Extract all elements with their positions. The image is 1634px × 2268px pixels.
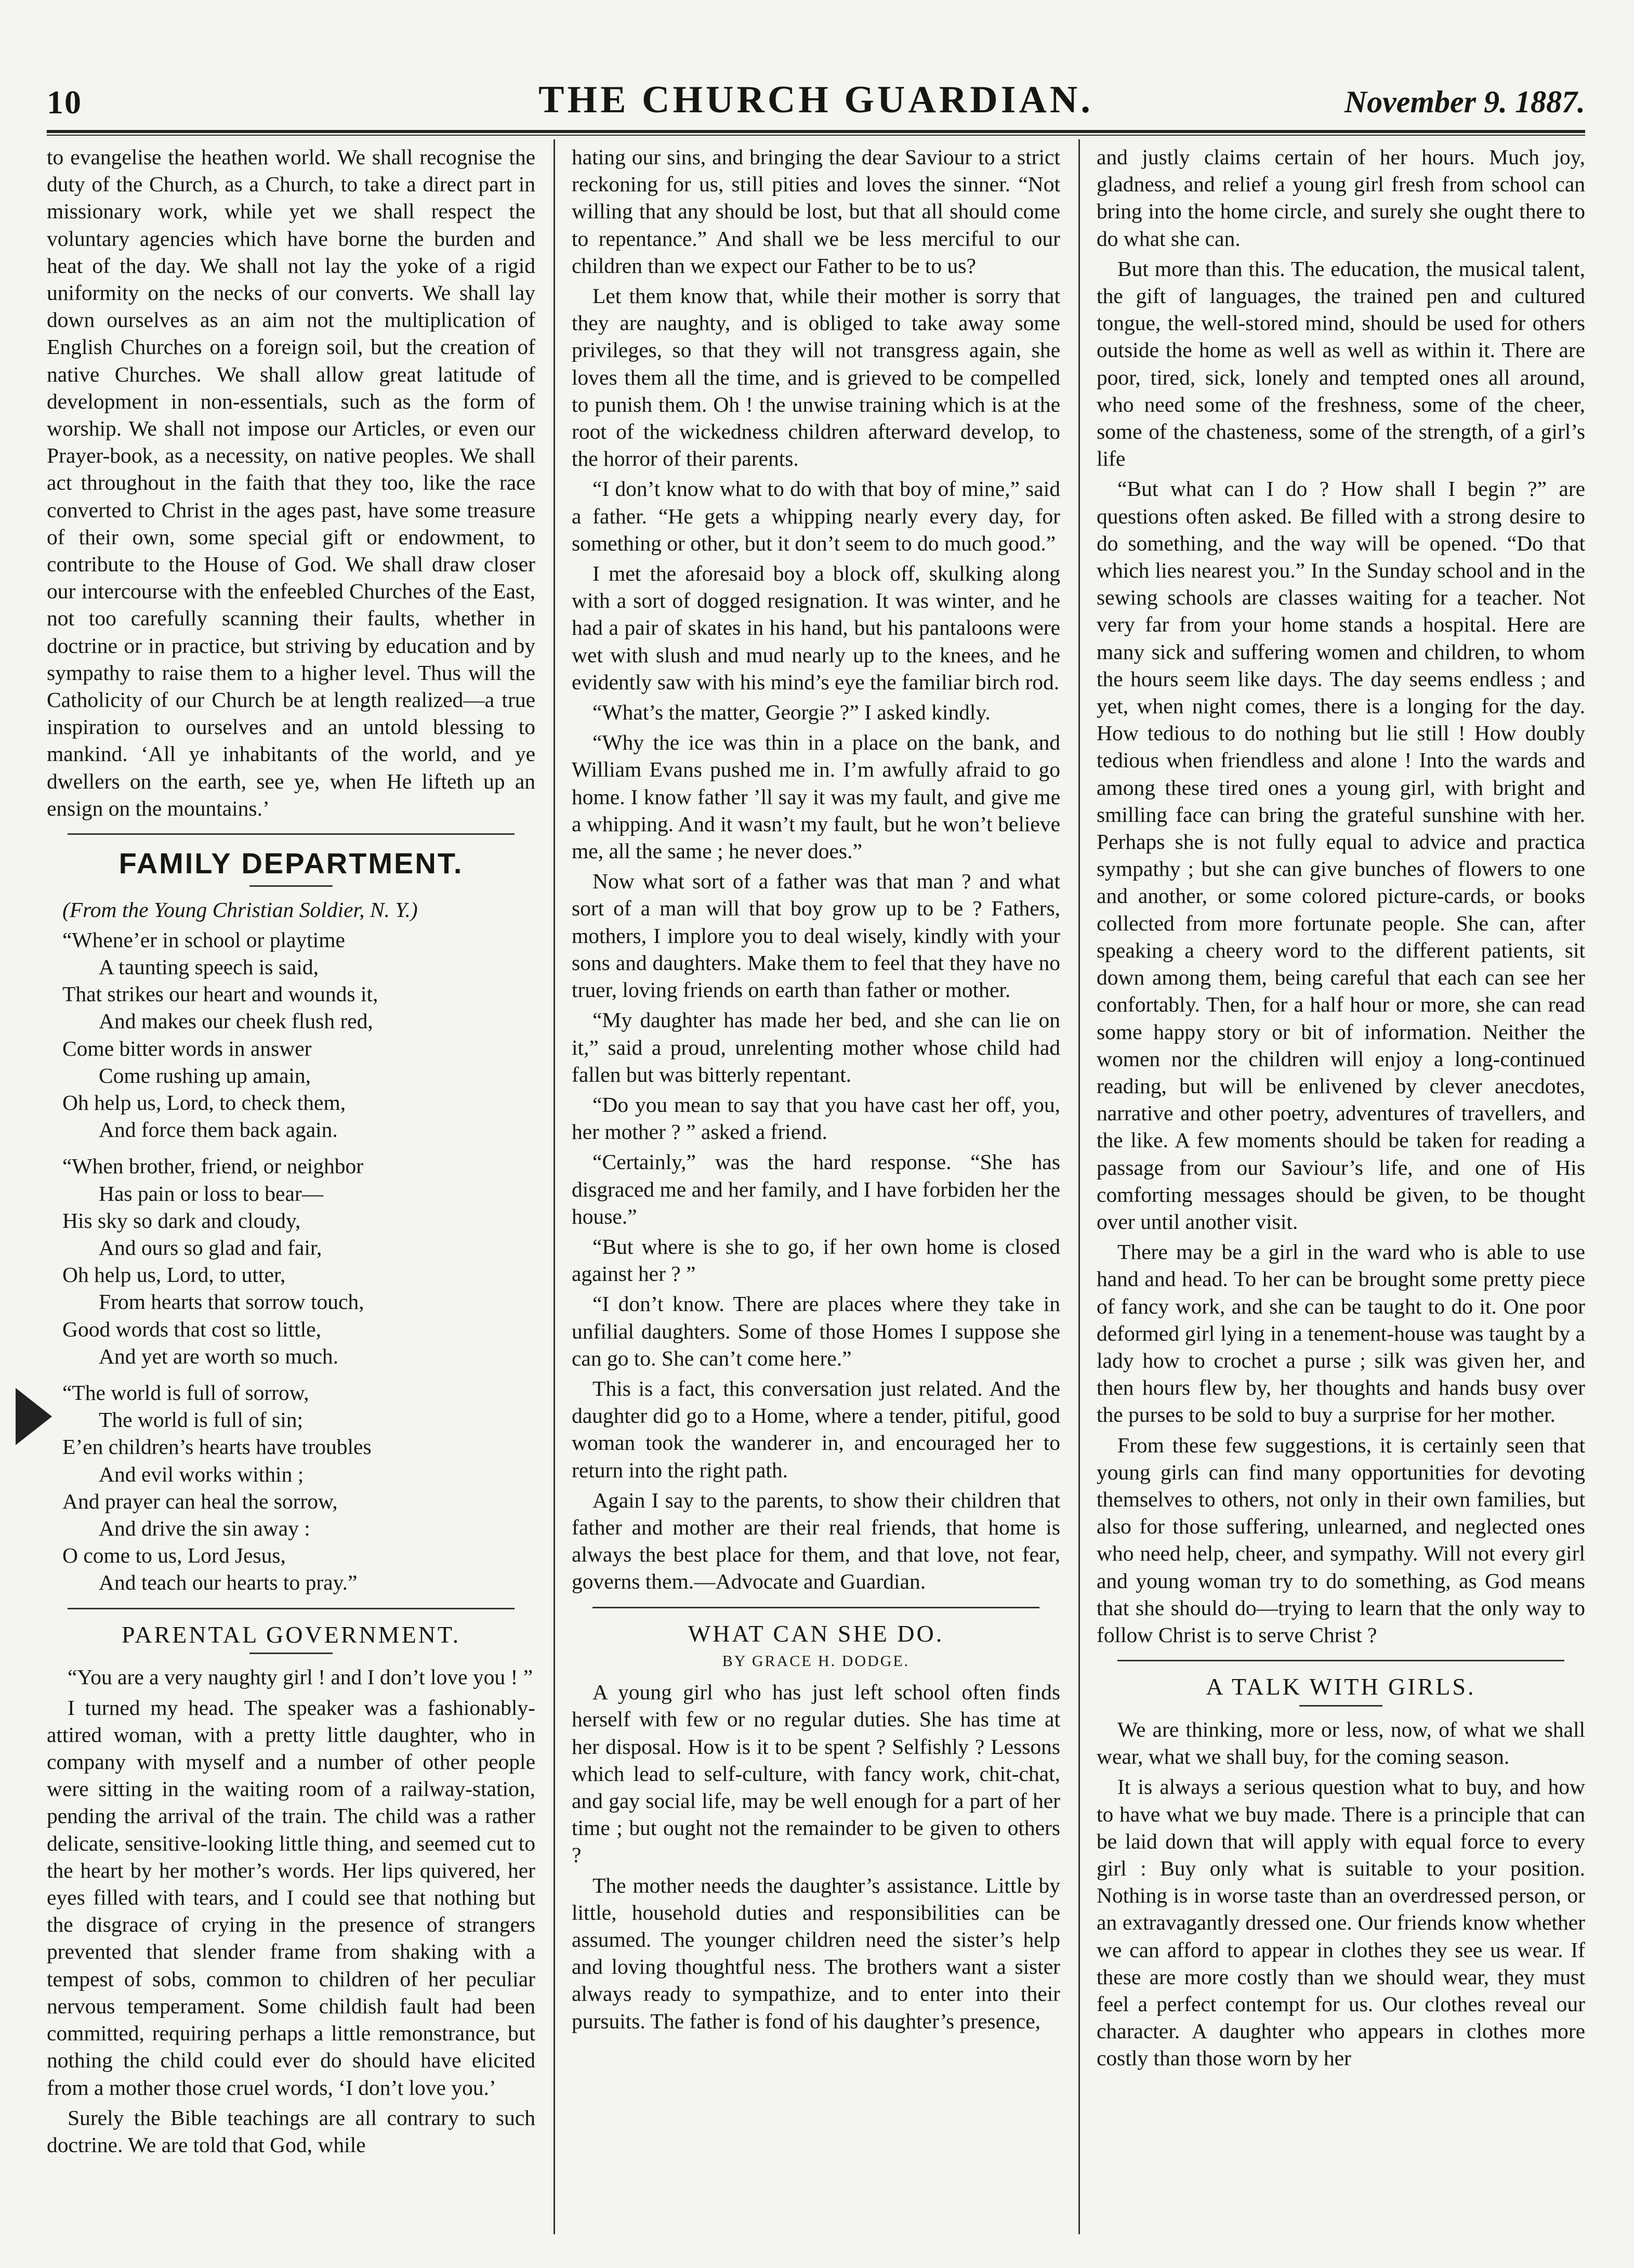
paragraph: There may be a girl in the ward who is able to use hand and head. To her can be brought some pretty piece of fancy work, and she can be taught to do it. One poor deformed girl lying in a tenement-house was taught by a lady how to crochet a purse ; silk was given her, and then hours flew by, her thoughts and hands busy over the purses to be sold to buy a surprise for her mother. — [1097, 1240, 1585, 1427]
verse-line: Good words that cost so little, — [62, 1317, 321, 1341]
paragraph: Now what sort of a father was that man ? and what sort of a man will that boy grow up to be ? Fathers, mothers, I implore you to deal wisely, kindly with your sons and daughters. Make them to feel that they have no truer, loving friends on earth than father or mother. — [572, 869, 1060, 1002]
verse-line: The world is full of sin; — [99, 1408, 304, 1432]
verse-line: “When brother, friend, or neighbor — [62, 1154, 364, 1178]
paragraph: But more than this. The education, the musical talent, the gift of languages, the trained pen and cultured tongue, the well-stored mind, should be used for others outside the home as well as well as within it. There are poor, tired, sick, lonely and tempted ones all around, who need some of the freshness, some of the cheer, some of the chasteness, some of the strength, of a girl’s life — [1097, 256, 1585, 471]
verse-line: And drive the sin away : — [99, 1516, 310, 1540]
paragraph: Let them know that, while their mother is sorry that they are naughty, and is obliged to take away some privileges, so that they will not transgress again, she loves them all the time, and is grieved to be compelled to punish them. Oh ! the unwise training which is at the root of the wickedness children afterward develop, to the horror of their parents. — [572, 284, 1060, 471]
paragraph: From these few suggestions, it is certainly seen that young girls can find many opportunities for devoting themselves to others, not only in their own families, but also for those suffering, unlearned, and neglected ones who need help, cheer, and sympathy. Will not every girl and young woman try to do something, as God means that she should do—trying to learn that the only way to follow Christ is to serve Christ ? — [1097, 1433, 1585, 1647]
verse-line: “The world is full of sorrow, — [62, 1380, 309, 1405]
section-title-parental-government: PARENTAL GOVERNMENT. — [121, 1621, 461, 1648]
verse-line: And force them back again. — [99, 1118, 338, 1142]
verse-line: And evil works within ; — [99, 1462, 304, 1486]
section-title-family-department: FAMILY DEPARTMENT. — [118, 847, 464, 880]
verse-line: Come rushing up amain, — [99, 1063, 311, 1087]
verse-line: And prayer can heal the sorrow, — [62, 1489, 338, 1513]
margin-triangle-mark — [16, 1388, 52, 1445]
verse-line: Has pain or loss to bear— — [99, 1181, 324, 1205]
paragraph: I turned my head. The speaker was a fashionably-attired woman, with a pretty little daughter, who in company with myself and a number of other people were sitting in the waiting room of a railway-station, pending the arrival of the train. The child was a rather delicate, sensitive-looking little thing, and seemed cut to the heart by her mother’s words. Her lips quivered, her eyes filled with tears, and I could see that nothing but the disgrace of crying in the presence of strangers prevented that slender frame from shaking with a tempest of sobs, common to children of her peculiar nervous temperament. Some childish fault had been committed, requiring perhaps a little remonstrance, but nothing the child could ever do should have elicited from a mother those cruel words, ‘I don’t love you.’ — [47, 1695, 535, 2100]
verse-line: From hearts that sorrow touch, — [99, 1290, 364, 1314]
poem-stanza — [62, 1379, 535, 1596]
divider — [68, 833, 515, 835]
paragraph: “Certainly,” was the hard response. “She has disgraced me and her family, and I have forbiden her the house.” — [572, 1150, 1060, 1228]
paragraph: “But what can I do ? How shall I begin ?” are questions often asked. Be filled with a strong desire to do something, and the way will be opened. “Do that which lies nearest you.” In the Sunday school and in the sewing schools are classes waiting for a teacher. Not very far from your home stands a hospital. Here are many sick and suffering women and children, to whom the hours seem like days. The day seems endless ; and yet, when night comes, there is a longing for the day. How tedious to do nothing but lie still ! How doubly tedious when friendless and alone ! Into the wards and among these tired ones a young girl, with bright and smilling face can bring the grateful sunshine with her. Perhaps she is not fully equal to advice and practica sympathy ; but she can give bunches of flowers to one and another, or some colored picture-cards, or books collected from more fortunate people. She can, after speaking a cheery word to the different patients, sit down among them, being careful that each can see her confortably. Then, for a half hour or more, she can read some happy story or bit of information. Neither the women nor the children will enjoy a long-continued reading, but will be enlivened by clever anecdotes, narrative and other poetry, adventures of travellers, and the like. A few moments should be taken for reading a passage from our Saviour’s life, and one of His comforting messages should be given, to be thought over until another visit. — [1097, 477, 1585, 1234]
paragraph: “I don’t know what to do with that boy of mine,” said a father. “He gets a whipping nearly every day, for something or other, but it don’t seem to do much good.” — [572, 477, 1060, 555]
paragraph: Again I say to the parents, to show their children that father and mother are their real friends, that home is always the best place for them, and that love, not fear, governs them.—Advocate and Guardian. — [572, 1488, 1060, 1594]
verse-line: Oh help us, Lord, to utter, — [62, 1263, 286, 1287]
source-line: (From the Young Christian Soldier, N. Y.) — [62, 897, 418, 922]
divider — [68, 1608, 515, 1609]
paragraph: “My daughter has made her bed, and she can lie on it,” said a proud, unrelenting mother whose child had fallen but was bitterly repentant. — [572, 1008, 1060, 1086]
poem-stanza — [62, 926, 535, 1144]
divider — [592, 1607, 1039, 1608]
verse-line: His sky so dark and cloudy, — [62, 1208, 301, 1233]
paragraph: “I don’t know. There are places where they take in unfilial daughters. Some of those Homes I suppose she can go to. She can’t come here.” — [572, 1292, 1060, 1370]
newspaper-page — [47, 78, 1585, 2235]
verse-line: And yet are worth so much. — [99, 1344, 338, 1368]
section-title-what-can-she-do: WHAT CAN SHE DO. — [688, 1620, 944, 1647]
verse-line: And teach our hearts to pray.” — [99, 1570, 358, 1595]
section-title-a-talk-with-girls: A TALK WITH GIRLS. — [1206, 1673, 1476, 1700]
column-rule — [1078, 139, 1080, 2234]
paragraph: Surely the Bible teachings are all contrary to such doctrine. We are told that God, while — [47, 2105, 535, 2157]
verse-line: And ours so glad and fair, — [99, 1235, 322, 1260]
page-header — [47, 78, 1585, 135]
poem-stanza — [62, 1152, 535, 1370]
column-1 — [47, 143, 535, 2233]
paragraph: The mother needs the daughter’s assistance. Little by little, household duties and responsibilities can be assumed. The younger children need the sister’s help and loving thoughtful ness. The brothers want a sister always ready to sympathize, and to enter into their pursuits. The father is fond of his daughter’s presence, — [572, 1873, 1060, 2033]
divider — [1117, 1660, 1564, 1661]
verse-line: O come to us, Lord Jesus, — [62, 1543, 286, 1568]
paragraph: “You are a very naughty girl ! and I don’t love you ! ” — [68, 1665, 533, 1689]
column-2 — [572, 143, 1060, 2233]
paragraph: and justly claims certain of her hours. Much joy, gladness, and relief a young girl fresh from school can bring into the home circle, and surely she ought there to do what she can. — [1097, 145, 1585, 251]
verse-line: Come bitter words in answer — [62, 1036, 312, 1060]
paragraph: I met the aforesaid boy a block off, skulking along with a sort of dogged resignation. It was winter, and he had a pair of skates in his hand, but his pantaloons were wet with slush and mud nearly up to the knees, and he evidently saw with his mind’s eye the familiar birch rod. — [572, 561, 1060, 694]
verse-line: E’en children’s hearts have troubles — [62, 1435, 372, 1459]
column-rule — [554, 139, 555, 2234]
short-rule — [1299, 1705, 1382, 1707]
verse-line: And makes our cheek flush red, — [99, 1009, 373, 1033]
verse-line: “Whene’er in school or playtime — [62, 927, 345, 952]
issue-date: November 9. 1887. — [1344, 85, 1585, 119]
page-number: 10 — [47, 84, 82, 121]
byline: BY GRACE H. DODGE. — [722, 1653, 910, 1670]
masthead: THE CHURCH GUARDIAN. — [538, 78, 1093, 121]
paragraph: “But where is she to go, if her own home is closed against her ? ” — [572, 1234, 1060, 1286]
paragraph: “Why the ice was thin in a place on the bank, and William Evans pushed me in. I’m awfully afraid to go home. I know father ’ll say it was my fault, and give me a whipping. And it wasn’t my fault, but he won’t believe me, all the same ; he never does.” — [572, 730, 1060, 863]
paragraph: A young girl who has just left school often finds herself with few or no regular duties. She has time at her disposal. How is it to be spent ? Selfishly ? Lessons which lead to self-culture, with fancy work, chit-chat, and gay social life, may be well enough for a part of her time ; but ought not the remainder to be given to others ? — [572, 1680, 1060, 1867]
short-rule — [249, 885, 333, 887]
paragraph: “What’s the matter, Georgie ?” I asked kindly. — [592, 700, 991, 725]
paragraph: hating our sins, and bringing the dear Saviour to a strict reckoning for us, still pities and loves the sinner. “Not willing that any should be lost, but that all should come to repentance.” And shall we be less merciful to our children than we expect our Father to be to us? — [572, 145, 1060, 278]
column-3 — [1097, 143, 1585, 2233]
header-rule — [47, 130, 1585, 136]
verse-line: A taunting speech is said, — [99, 954, 319, 979]
paragraph: We are thinking, more or less, now, of what we shall wear, what we shall buy, for the coming season. — [1097, 1718, 1585, 1769]
paragraph: to evangelise the heathen world. We shall recognise the duty of the Church, as a Church, to take a direct part in missionary work, while yet we shall respect the voluntary agencies which have borne the burden and heat of the day. We shall not lay the yoke of a rigid uniformity on the necks of our converts. We shall lay down ourselves as an aim not the multiplication of English Churches on a foreign soil, but the creation of native Churches. We shall allow great latitude of development in non-essentials, such as the form of worship. We shall not impose our Articles, or even our Prayer-book, as a necessity, on native peoples. We shall act throughout in the faith that they too, like the race converted to Christ in the ages past, have some treasure of their own, some special gift or endowment, to contribute to the House of God. We shall draw closer our intercourse with the enfeebled Churches of the East, not too carefully scanning their faults, whether in doctrine or in practice, but striving by education and by sympathy to raise them to a higher level. Thus will the Catholicity of our Church be at length realized—a true inspiration to ourselves and an untold blessing to mankind. ‘All ye inhabitants of the world, and ye dwellers on the earth, see ye, when He lifteth up an ensign on the mountains.’ — [47, 145, 535, 820]
paragraph: It is always a serious question what to buy, and how to have what we buy made. There is a principle that can be laid down that will apply with equal force to every girl : Buy only what is suitable to your position. Nothing is in worse taste than an overdressed person, or an extravagantly dressed one. Our friends know whether we can afford to appear in clothes they see us wear. If these are more costly than we should wear, they must feel a perfect contempt for us. Our clothes reveal our character. A daughter who appears in clothes more costly than those worn by her — [1097, 1775, 1585, 2070]
paragraph: “Do you mean to say that you have cast her off, you, her mother ? ” asked a friend. — [572, 1092, 1060, 1144]
short-rule — [249, 1653, 333, 1654]
verse-line: That strikes our heart and wounds it, — [62, 982, 378, 1006]
verse-line: Oh help us, Lord, to check them, — [62, 1090, 346, 1115]
paragraph: This is a fact, this conversation just related. And the daughter did go to a Home, where a tender, pitiful, good woman took the wanderer in, and encouraged her to return into the right path. — [572, 1376, 1060, 1482]
